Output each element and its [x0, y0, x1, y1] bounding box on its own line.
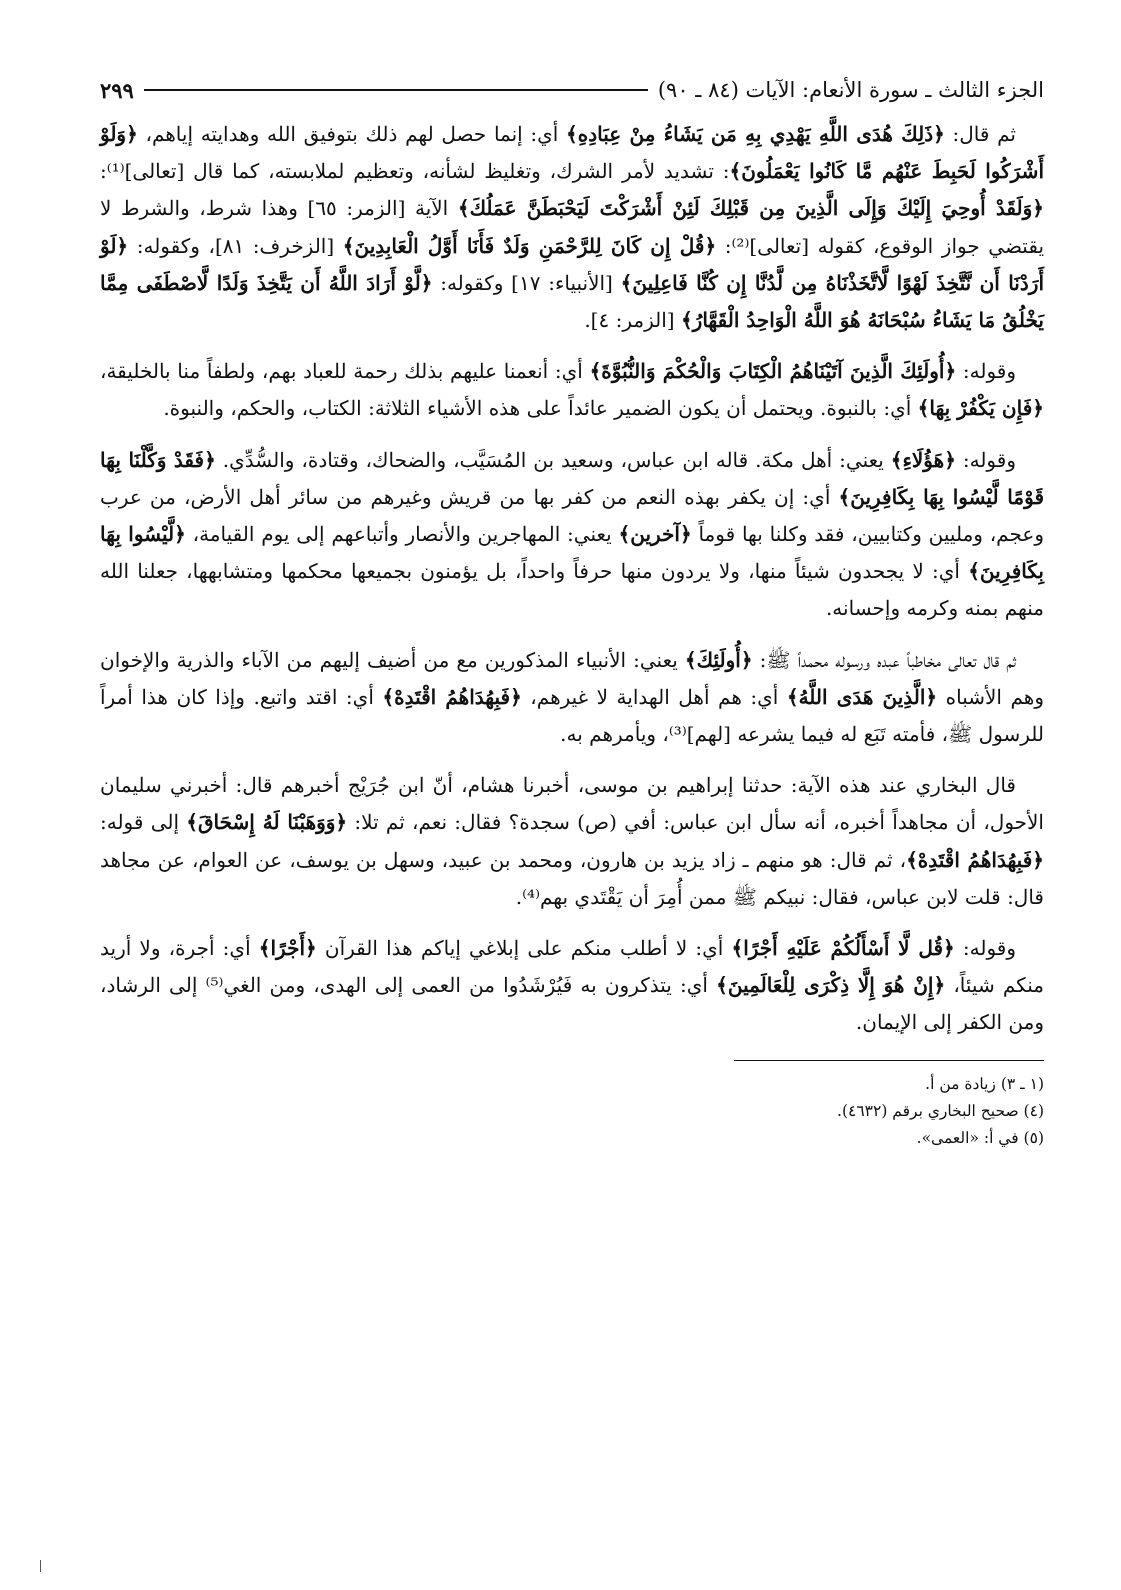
text-run: ثم قال تعالى مخاطباً عبده ورسوله محمداً ﷺ:	[752, 647, 1016, 672]
text-run: وقوله:	[955, 447, 1016, 472]
body-paragraph	[100, 642, 1044, 754]
quran-quote: ﴿وَلَوْ أَشْرَكُوا لَحَبِطَ عَنْهُم مَّا كَانُوا يَعْمَلُونَ﴾	[100, 122, 1044, 184]
quran-quote: ﴿أُولَئِكَ﴾	[684, 647, 753, 672]
quran-quote: ﴿فَإِن يَكْفُرْ بِهَا﴾	[917, 396, 1044, 421]
quran-quote: ﴿فَقَدْ وَكَّلْنَا بِهَا قَوْمًا لَّيْسُوا بِهَا بِكَافِرِينَ﴾	[100, 447, 1045, 509]
quran-quote: ﴿وَلَقَدْ أُوحِيَ إِلَيْكَ وَإِلَى الَّذِينَ مِن قَبْلِكَ لَئِنْ أَشْرَكْتَ لَيَحْبَطَنَّ عَمَلُكَ﴾	[457, 196, 1044, 221]
quran-quote: ﴿لَوْ أَرَدْنَا أَن نَّتَّخِذَ لَهْوًا لَّاتَّخَذْنَاهُ مِن لَّدُنَّا إِن كُنَّا فَاعِلِينَ﴾	[100, 233, 1044, 295]
running-header	[100, 70, 1044, 110]
text-run: أي: أنعمنا عليهم بذلك رحمة للعباد بهم، ولطفاً منا بالخليقة،	[100, 359, 590, 384]
text-run: [الزخرف: ٨١]، وكقوله:	[128, 233, 343, 258]
body-text	[100, 116, 1044, 1042]
body-paragraph	[100, 767, 1044, 916]
text-run: وقوله:	[954, 936, 1017, 961]
text-run: يعني: المهاجرين والأنصار وأتباعهم إلى يوم القيامة،	[185, 522, 619, 547]
footnote: (٥) في أ: «العمى».	[916, 1128, 1044, 1147]
text-run: أي: يتذكرون به فَيُرْشَدُوا من العمى إلى الهدى، ومن الغي⁽⁵⁾ إلى الرشاد، ومن الكفر إلى الإيمان.	[100, 973, 1044, 1035]
text-run: أي: إنما حصل لهم ذلك بتوفيق الله وهدايته إياهم،	[137, 122, 567, 146]
text-run: قال البخاري عند هذه الآية: حدثنا إبراهيم بن موسى، أخبرنا هشام، أنّ ابن جُرَيْج أخبرهم قال: أخبرني سليمان الأحول، أن مجاهداً أخبره، أنه سأل ابن عباس: أفي (ص) سجدة؟ فقال: نعم، ثم تلا:	[100, 773, 1044, 835]
quran-quote: ﴿قُل لَّا أَسْأَلُكُمْ عَلَيْهِ أَجْرًا﴾	[731, 936, 955, 961]
text-run: [الأنبياء: ١٧] وكقوله:	[432, 270, 621, 295]
quran-quote: ﴿لَّيْسُوا بِهَا بِكَافِرِينَ﴾	[100, 522, 1044, 584]
body-paragraph	[100, 930, 1044, 1042]
footnote: (٤) صحيح البخاري برقم (٤٦٣٢).	[837, 1101, 1044, 1120]
body-paragraph	[100, 116, 1044, 339]
quran-quote: ﴿لَّوْ أَرَادَ اللَّهُ أَن يَتَّخِذَ وَلَدًا لَّاصْطَفَى مِمَّا يَخْلُقُ مَا يَشَاءُ سُبْحَانَهُ هُوَ اللَّهُ الْوَاحِدُ الْقَهَّارُ﴾	[100, 270, 1044, 333]
footnote: (١ ـ ٣) زيادة من أ.	[925, 1074, 1044, 1093]
text-run: أي: إن يكفر بهذه النعم من كفر بها من قريش وغيرهم من سائر أهل الأرض، من عرب وعجم، ومليين وكتابيين، فقد وكلنا بها قوماً	[100, 484, 1044, 547]
text-run: [الزمر: ٤].	[584, 308, 681, 333]
footnote-separator	[734, 1060, 1044, 1061]
quran-quote: ﴿الَّذِينَ هَدَى اللَّهُ﴾	[786, 684, 938, 709]
body-paragraph	[100, 353, 1044, 427]
text-run: أي: أجرة، ولا أريد منكم شيئاً،	[100, 936, 1044, 998]
text-run: ثم قال:	[944, 122, 1016, 146]
quran-quote: ﴿هَؤُلَاءِ﴾	[890, 447, 956, 472]
text-run: أي: هم أهل الهداية لا غيرهم،	[521, 684, 787, 709]
quran-quote: ﴿ذَلِكَ هُدَى اللَّهِ يَهْدِي بِهِ مَن يَشَاءُ مِنْ عِبَادِهِ﴾	[566, 122, 945, 146]
quran-quote: ﴿أُولَئِكَ الَّذِينَ آتَيْنَاهُمُ الْكِتَابَ وَالْحُكْمَ وَالنُّبُوَّةَ﴾	[589, 359, 957, 384]
text-run: الآية [الزمر: ٦٥] وهذا شرط، والشرط لا يقتضي جواز الوقوع، كقوله [تعالى]⁽²⁾:	[100, 196, 1045, 258]
footnotes	[100, 1071, 1044, 1152]
page-number: ٢٩٩	[100, 77, 134, 103]
text-run: ، ثم قال: هو منهم ـ زاد يزيد بن هارون، ومحمد بن عبيد، وسهل بن يوسف، عن العوام، عن مجاهد قال: قلت لابن عباس، فقال: نبيكم ﷺ ممن أُمِرَ أن يَقْتَدي بهم⁽⁴⁾.	[100, 847, 1044, 909]
text-run: يعني: الأنبياء المذكورين مع من أضيف إليهم من الآباء والذرية والإخوان وهم الأشباه	[100, 647, 1044, 709]
text-run: أي: لا يجحدون شيئاً منها، ولا يردون منها حرفاً واحداً، بل يؤمنون بجميعها محكمها ومتشابهها، جعلنا الله منهم بمنه وكرمه وإحسانه.	[100, 559, 1044, 621]
quran-quote: ﴿فَبِهُدَاهُمُ اقْتَدِهْ﴾	[906, 847, 1044, 872]
text-run: : تشديد لأمر الشرك، وتغليظ لشأنه، وتعظيم لملابسته، كما قال [تعالى]⁽¹⁾:	[100, 159, 730, 184]
running-title: الجزء الثالث ـ سورة الأنعام: الآيات (٨٤ ـ ٩٠)	[657, 78, 1044, 102]
text-run: أي: اقتد واتبع. وإذا كان هذا أمراً للرسول ﷺ، فأمته تَبَع له فيما يشرعه [لهم]⁽³⁾، ويأمرهم به.	[100, 684, 1044, 747]
text-run: إلى قوله:	[100, 810, 187, 835]
quran-quote: ﴿قُلْ إِن كَانَ لِلرَّحْمَنِ وَلَدٌ فَأَنَا أَوَّلُ الْعَابِدِينَ﴾	[342, 233, 717, 258]
text-run: أي: بالنبوة. ويحتمل أن يكون الضمير عائداً على هذه الأشياء الثلاثة: الكتاب، والحكم، والنبوة.	[163, 396, 918, 421]
text-run: أي: لا أطلب منكم على إبلاغي إياكم هذا القرآن	[316, 936, 732, 961]
quran-quote: ﴿فَبِهُدَاهُمُ اقْتَدِهْ﴾	[382, 684, 522, 709]
body-paragraph	[100, 442, 1044, 628]
margin-mark	[40, 1560, 45, 1572]
quran-quote: ﴿وَوَهَبْنَا لَهُ إِسْحَاقَ﴾	[186, 810, 348, 835]
header-rule	[144, 89, 648, 91]
quran-quote: ﴿أَجْرًا﴾	[258, 936, 317, 961]
quran-quote: ﴿إِنْ هُوَ إِلَّا ذِكْرَى لِلْعَالَمِينَ﴾	[716, 973, 946, 998]
quran-quote: ﴿آخرين﴾	[618, 522, 692, 547]
text-run: وقوله:	[956, 359, 1017, 384]
text-run: يعني: أهل مكة. قاله ابن عباس، وسعيد بن المُسَيَّب، والضحاك، وقتادة، والسُّدِّي.	[215, 447, 891, 472]
book-page	[100, 70, 1044, 1152]
